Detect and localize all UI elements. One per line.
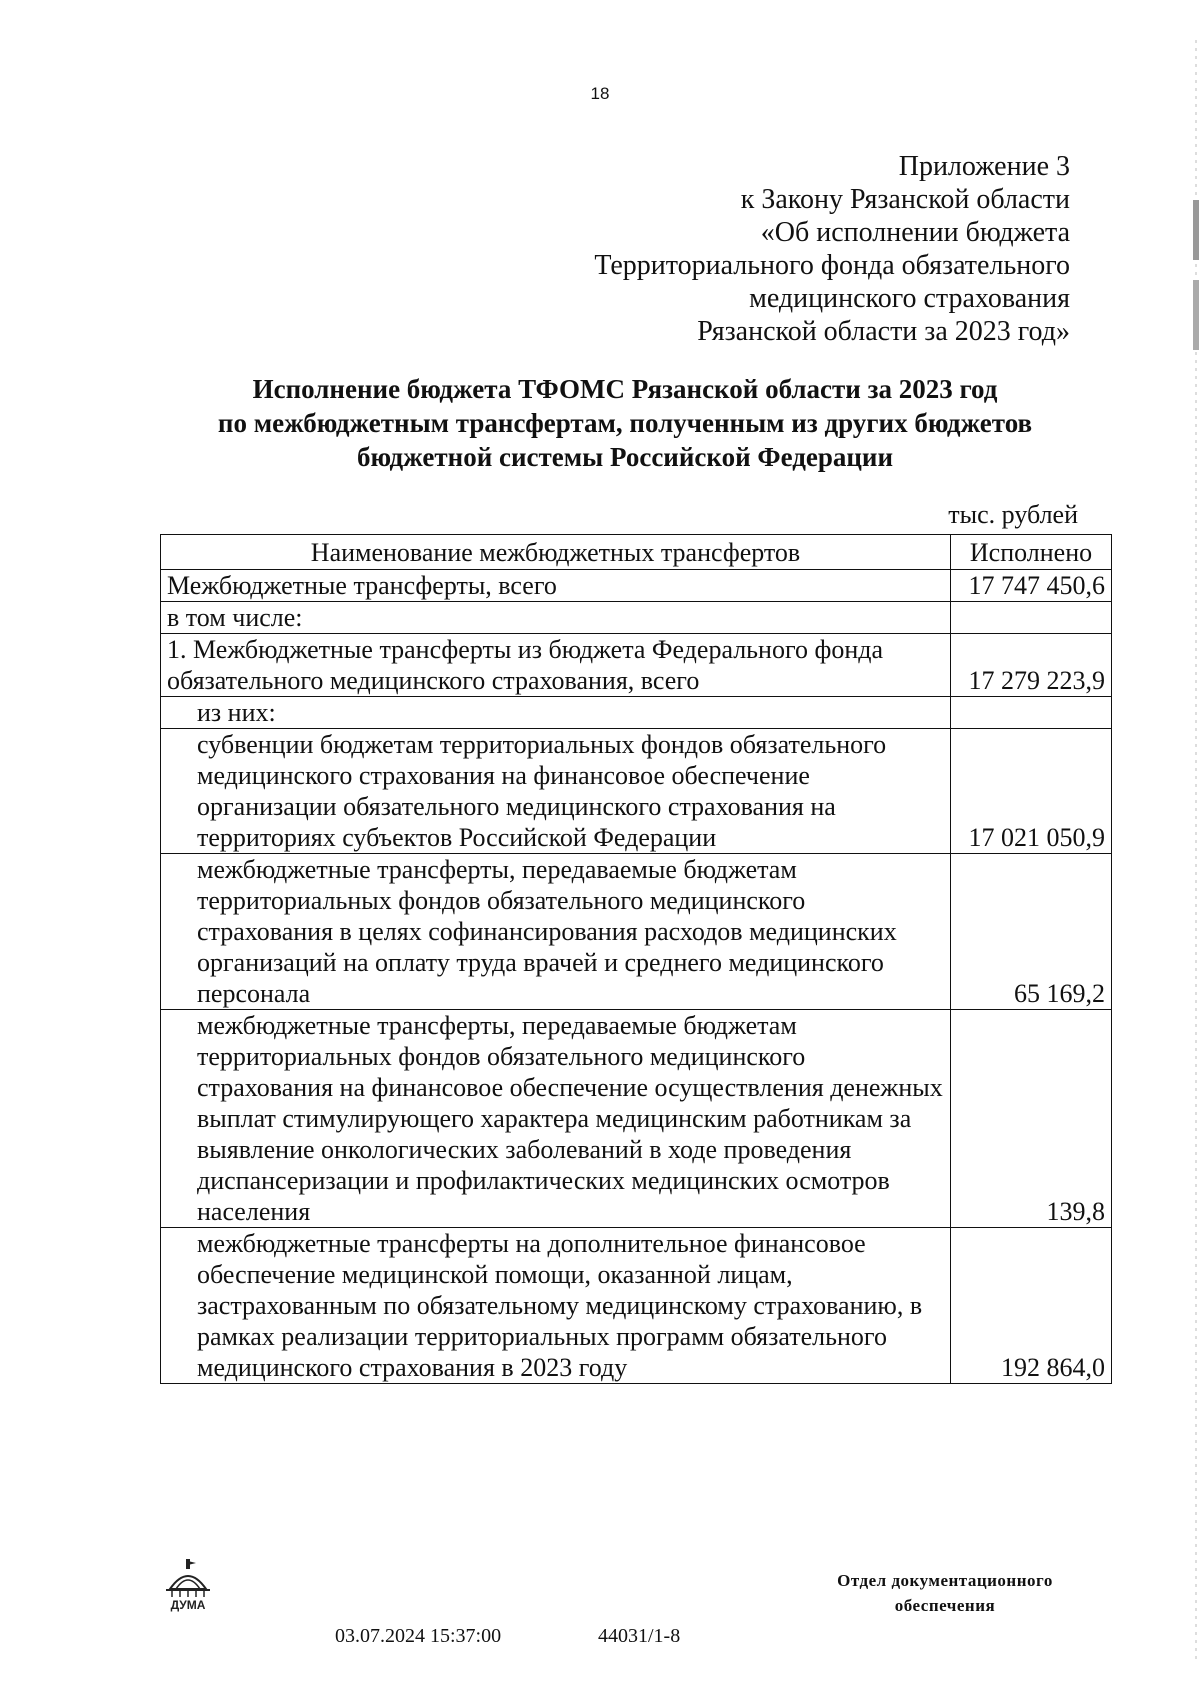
row-value: 17 021 050,9 (951, 729, 1112, 854)
table-row (161, 697, 1112, 729)
row-name: 1. Межбюджетные трансферты из бюджета Федерального фонда обязательного медицинского страхования, всего (161, 634, 951, 697)
row-name: межбюджетные трансферты, передаваемые бюджетам территориальных фондов обязательного медицинского страхования на финансовое обеспечение осуществления денежных выплат стимулирующего характера медицинским работникам за выявление онкологических заболеваний в ходе проведения диспансеризации и профилактических медицинских осмотров населения (161, 1010, 951, 1228)
department-stamp (820, 1568, 1070, 1618)
title-line: Исполнение бюджета ТФОМС Рязанской области за 2023 год (252, 374, 998, 404)
units-label: тыс. рублей (948, 500, 1078, 529)
registration-datetime: 03.07.2024 15:37:00 (335, 1625, 502, 1647)
table-row (161, 570, 1112, 602)
table-row (161, 1228, 1112, 1384)
document-title (160, 372, 1090, 474)
row-value: 192 864,0 (951, 1228, 1112, 1384)
header-name: Наименование межбюджетных трансфертов (161, 535, 951, 570)
row-name: межбюджетные трансферты, передаваемые бюджетам территориальных фондов обязательного медицинского страхования в целях софинансирования расходов медицинских организаций на оплату труда врачей и среднего медицинского персонала (161, 854, 951, 1010)
duma-emblem-icon (158, 1557, 238, 1613)
table-row (161, 854, 1112, 1010)
appendix-line: Территориального фонда обязательного (594, 250, 1070, 281)
registration-number: 44031/1-8 (598, 1625, 681, 1647)
row-name: Межбюджетные трансферты, всего (161, 570, 951, 602)
row-value: 139,8 (951, 1010, 1112, 1228)
appendix-line: Рязанской области за 2023 год» (697, 316, 1070, 347)
transfers-table (160, 534, 1112, 1384)
department-line: обеспечения (894, 1596, 996, 1615)
appendix-line: «Об исполнении бюджета (760, 217, 1070, 248)
appendix-line: Приложение 3 (898, 151, 1070, 182)
row-name: субвенции бюджетам территориальных фондов обязательного медицинского страхования на финансовое обеспечение организации обязательного медицинского страхования на территориях субъектов Российской Федерации (161, 729, 951, 854)
row-value (951, 697, 1112, 729)
appendix-reference (594, 150, 1070, 348)
table-row (161, 634, 1112, 697)
appendix-line: к Закону Рязанской области (740, 184, 1070, 215)
appendix-line: медицинского страхования (749, 283, 1070, 314)
header-executed: Исполнено (951, 535, 1112, 570)
table-row (161, 602, 1112, 634)
table-row (161, 729, 1112, 854)
row-name: в том числе: (161, 602, 951, 634)
department-line: Отдел документационного (837, 1571, 1053, 1590)
row-value: 17 279 223,9 (951, 634, 1112, 697)
emblem-text: ДУМА (170, 1598, 206, 1612)
title-line: бюджетной системы Российской Федерации (356, 442, 894, 472)
scan-edge-noise (1192, 40, 1200, 1660)
table-row (161, 1010, 1112, 1228)
title-line: по межбюджетным трансфертам, полученным из других бюджетов (217, 408, 1033, 438)
row-value (951, 602, 1112, 634)
row-name: из них: (161, 697, 951, 729)
table-header-row (161, 535, 1112, 570)
row-value: 65 169,2 (951, 854, 1112, 1010)
page-number: 18 (590, 84, 610, 103)
row-name: межбюджетные трансферты на дополнительное финансовое обеспечение медицинской помощи, оказанной лицам, застрахованным по обязательному медицинскому страхованию, в рамках реализации территориальных программ обязательного медицинского страхования в 2023 году (161, 1228, 951, 1384)
row-value: 17 747 450,6 (951, 570, 1112, 602)
